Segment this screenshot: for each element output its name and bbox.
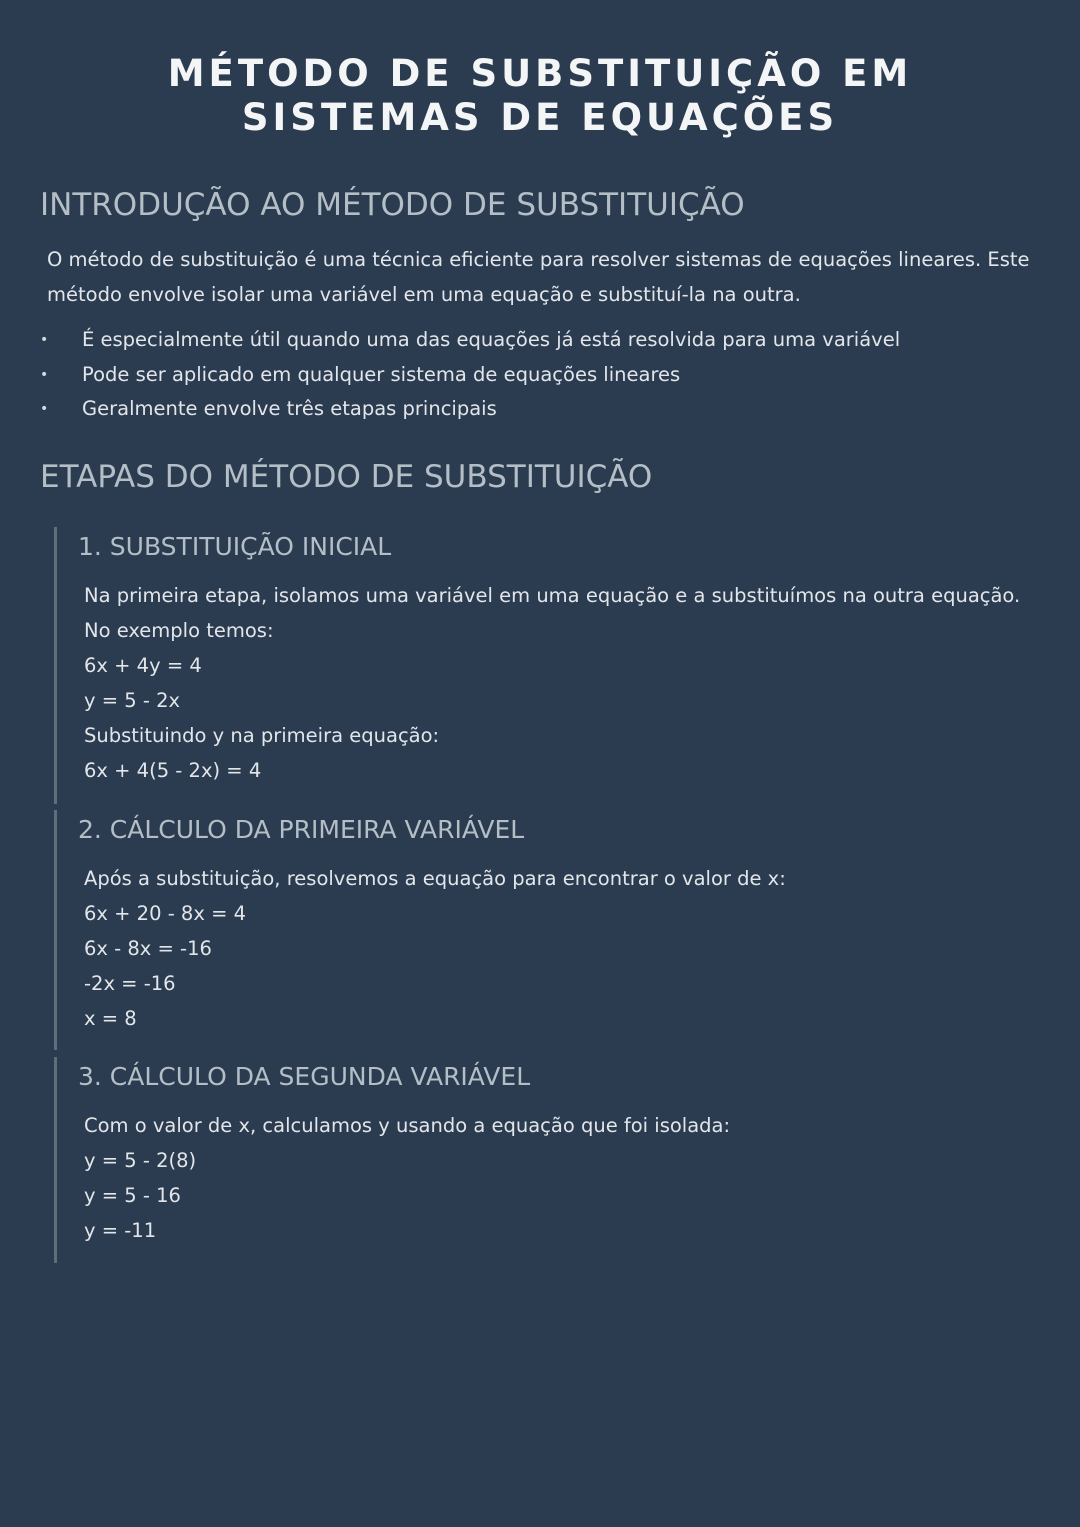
equation-line: -2x = -16: [84, 972, 176, 995]
list-item: [40, 323, 900, 358]
step-2: [54, 810, 1037, 1050]
list-item: [40, 358, 900, 393]
step-1: [54, 527, 1037, 804]
bullet-text: Geralmente envolve três etapas principais: [82, 397, 497, 420]
intro-heading: INTRODUÇÃO AO MÉTODO DE SUBSTITUIÇÃO: [40, 187, 745, 223]
bullet-icon: •: [40, 332, 49, 348]
step-3-body: [84, 1108, 1024, 1248]
step-3-text: Com o valor de x, calculamos y usando a equação que foi isolada:: [84, 1114, 731, 1137]
step-1-body: [84, 578, 1024, 788]
equation-line: 6x - 8x = -16: [84, 937, 212, 960]
equation-line: 6x + 4(5 - 2x) = 4: [84, 759, 262, 782]
page-title: MÉTODO DE SUBSTITUIÇÃO EM SISTEMAS DE EQUAÇÕES: [167, 52, 913, 139]
step-2-body: [84, 861, 1024, 1036]
explanation-line: Substituindo y na primeira equação:: [84, 724, 440, 747]
list-item: [40, 392, 900, 427]
step-3-title: 3. CÁLCULO DA SEGUNDA VARIÁVEL: [78, 1062, 531, 1091]
equation-line: y = -11: [84, 1219, 157, 1242]
bullet-icon: •: [40, 401, 49, 417]
equation-line: y = 5 - 2(8): [84, 1149, 197, 1172]
intro-bullet-list: [40, 323, 900, 427]
equation-line: 6x + 20 - 8x = 4: [84, 902, 247, 925]
equation-line: x = 8: [84, 1007, 137, 1030]
step-1-text: Na primeira etapa, isolamos uma variável em uma equação e a substituímos na outra equação. No exemplo temos:: [84, 584, 1021, 642]
step-3: [54, 1057, 1037, 1263]
step-1-title: 1. SUBSTITUIÇÃO INICIAL: [78, 532, 392, 561]
equation-line: 6x + 4y = 4: [84, 654, 202, 677]
step-2-text: Após a substituição, resolvemos a equação para encontrar o valor de x:: [84, 867, 786, 890]
bullet-text: É especialmente útil quando uma das equações já está resolvida para uma variável: [82, 328, 901, 351]
bullet-icon: •: [40, 366, 49, 383]
step-2-title: 2. CÁLCULO DA PRIMEIRA VARIÁVEL: [78, 815, 525, 844]
bullet-text: Pode ser aplicado em qualquer sistema de equações lineares: [82, 362, 681, 386]
steps-heading: ETAPAS DO MÉTODO DE SUBSTITUIÇÃO: [40, 459, 653, 495]
intro-paragraph: O método de substituição é uma técnica eficiente para resolver sistemas de equações lineares. Este método envolve isolar uma variável em uma equação e substituí-la na outra.: [47, 248, 1030, 306]
equation-line: y = 5 - 2x: [84, 689, 181, 712]
equation-line: y = 5 - 16: [84, 1184, 181, 1207]
